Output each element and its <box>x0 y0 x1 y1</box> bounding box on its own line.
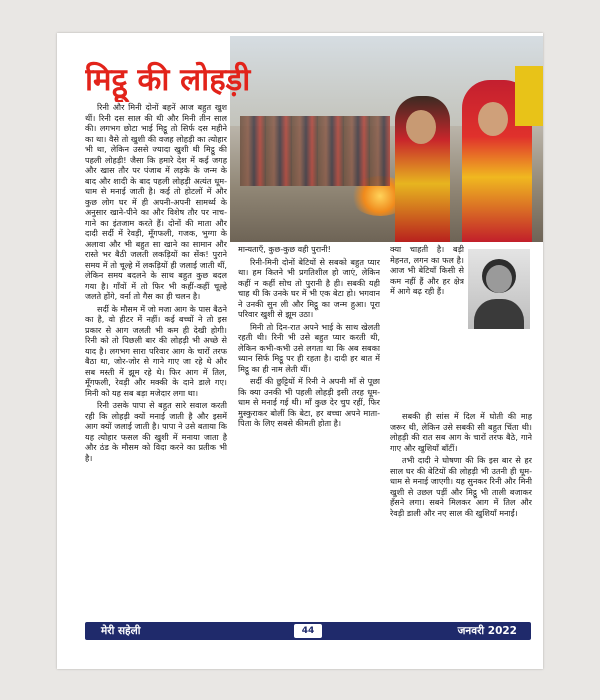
author-portrait <box>468 249 530 329</box>
footer-band <box>85 622 531 640</box>
paragraph: रिनी उसके पापा से बहुत सारे सवाल करती रही कि लोहड़ी क्यों मनाई जाती है और इसमें आग क्यों जलाई जाती है। पापा ने उसे बताया कि यह त्योहार फसल की खुशी में मनाया जाता है और ठंड के मौसम को विदा करने का प्रतीक भी है। <box>85 400 227 463</box>
paragraph: मान्यताएँ, कुछ-कुछ वही पुरानी! <box>238 244 331 254</box>
paragraph: मिनी तो दिन-रात अपने भाई के साथ खेलती रहती थी। रिनी भी उसे बहुत प्यार करती थी, लेकिन कभी-कभी उसे लगता था कि अब सबका ध्यान सिर्फ मिट्ठू पर ही रहता है। दादी हर बात में मिट्ठू का ही नाम लेती थीं। <box>238 321 380 374</box>
article-column-3-top <box>390 244 464 411</box>
paragraph: सर्दी के मौसम में जो मजा आग के पास बैठने का है, वो हीटर में नहीं। कई बच्चों ने तो इस प्रकार से आग जलती भी कम ही देखी होगी। रिनी को तो पिछली बार की लोहड़ी भी अच्छे से याद है। लगभग सारा परिवार आग के चारों तरफ बैठा था, जोर-जोर से गाने गाए जा रहे थे और सब मस्ती में झूम रहे थे। फिर आग में तिल, मूँगफली, रेवड़ी और मक्की के दाने डाले गए। मिनी को यह सब बड़ा मजेदार लगा था। <box>85 303 227 398</box>
paragraph: रिनी-मिनी दोनों बेटियों से सबको बहुत प्यार था। हम कितने भी प्रगतिशील हो जाएं, लेकिन कहीं न कहीं सोच तो पुरानी है ही। सबकी यही चाह थी कि उनके घर में भी एक बेटा हो। भगवान ने उनकी सुन ली और मिट्ठू का जन्म हुआ। पूरा परिवार खुशी से झूम उठा। <box>238 256 380 319</box>
paragraph: सर्दी की छुट्टियों में रिनी ने अपनी माँ से पूछा कि क्या उनकी भी पहली लोहड़ी इसी तरह धूम-धाम से मनाई गई थी। माँ कुछ देर चुप रहीं, फिर मुस्कुराकर बोलीं कि बेटा, हर बच्चा अपने माता-पिता के लिए सबसे कीमती होता है। <box>238 376 380 428</box>
paragraph: क्या चाहती है। बड़ी मेहनत, लगन का फल है। आज भी बेटियाँ किसी से कम नहीं हैं और हर क्षेत्र में आगे बढ़ रही हैं। <box>390 244 464 296</box>
paragraph: तभी दादी ने घोषणा की कि इस बार से हर साल घर की बेटियों की लोहड़ी भी उतनी ही धूम-धाम से मनाई जाएगी। यह सुनकर रिनी और मिनी खुशी से उछल पड़ीं और मिट्ठू भी ताली बजाकर हँसने लगा। सबने मिलकर आग में तिल और रेवड़ी डाली और नए साल की खुशियाँ मनाईं। <box>390 455 532 518</box>
paragraph: सबकी ही सांस में दिल में घोती की माह जरूर थी, लेकिन उसे सबकी सी बहुत चिंता थी। लोहड़ी की रात सब आग के चारों तरफ बैठे, गाने गाए और खुशियाँ बाँटीं। <box>390 411 532 453</box>
paragraph: रिनी और मिनी दोनों बहनें आज बहुत खुश थीं। रिनी दस साल की थी और मिनी तीन साल की। लगभग छोटा भाई मिट्ठू तो सिर्फ दस महीने का था। वैसे तो खुशी की वजह लोहड़ी का त्योहार भी था, लेकिन उससे ज्यादा खुशी थी मिट्ठू की पहली लोहड़ी! जैसा कि हमारे देश में कई जगह और खास तौर पर पंजाब में लड़के के जन्म के बाद और शादी के बाद पहली लोहड़ी अत्यंत धूम-धाम से मनाई जाती है। कई तो होटलों में और कुछ लोग घर में ही अपनी-अपनी सामर्थ्य के अनुसार खाने-पीने का और विशेष तौर पर नाच-गाने का इंतजाम करते हैं। दोनों की माता और दादी सर्दी में रेवड़ी, मूँगफली, गजक, भुग्गा के अलावा और भी बहुत सा खाने का सामान और रास्ते भर बैठी जलती लकड़ियों का सेंक! पुराने समय में तो चूल्हे में लकड़ियों ही जलाई जाती थीं, लेकिन समय बदलने के साथ बहुत कुछ बदल गया है। गाँवों में तो फिर भी कहीं-कहीं चूल्हे जलते होंगे, वर्ना तो गैस का ही चलन है। <box>85 102 227 301</box>
article-title: मिट्ठू की लोहड़ी <box>85 62 251 98</box>
article-column-3 <box>390 411 532 617</box>
issue-date: जनवरी 2022 <box>457 625 517 637</box>
magazine-page <box>57 33 543 669</box>
article-column-1 <box>85 102 227 617</box>
article-column-2 <box>238 244 380 617</box>
page-number: 44 <box>294 624 322 638</box>
magazine-name: मेरी सहेली <box>101 625 141 637</box>
